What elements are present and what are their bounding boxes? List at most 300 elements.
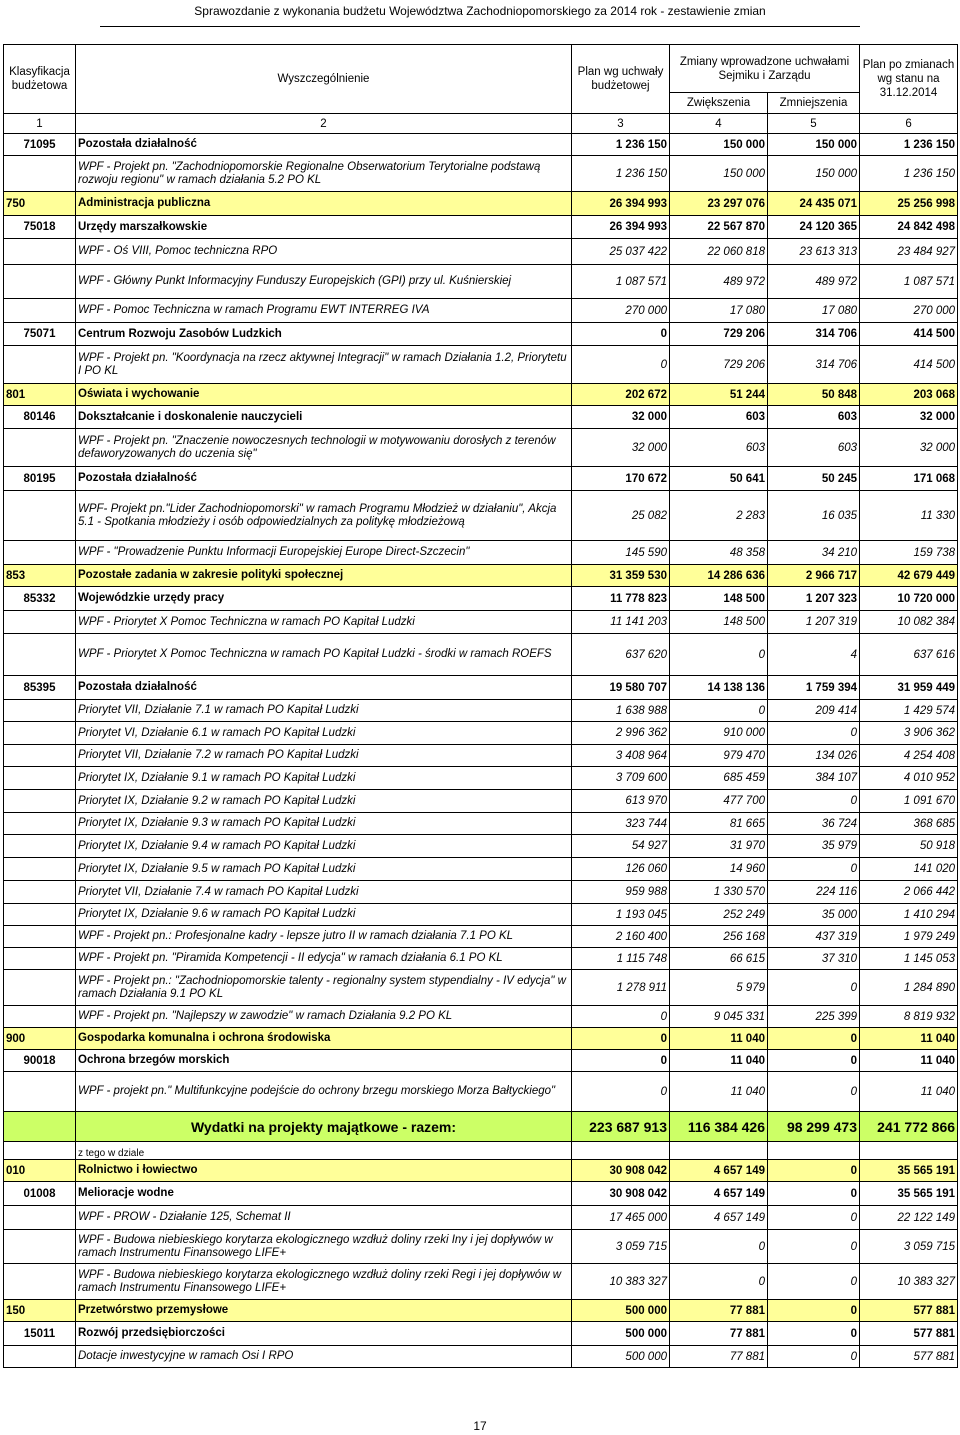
header-rule xyxy=(100,26,860,27)
decrease-value: 24 120 365 xyxy=(768,216,860,239)
item-row xyxy=(4,722,958,745)
chapter-row xyxy=(4,1182,958,1206)
description: WPF - Priorytet X Pomoc Techniczna w ramach PO Kapitał Ludzki - środki w ramach ROEFS xyxy=(76,634,572,676)
increase-value: 51 244 xyxy=(670,384,768,406)
column-number: 4 xyxy=(670,114,768,134)
decrease-value: 0 xyxy=(768,1346,860,1368)
header-plan: Plan wg uchwały budżetowej xyxy=(572,45,670,114)
plan-after-value: 1 410 294 xyxy=(860,904,958,926)
classification-code xyxy=(4,1346,76,1368)
description: Priorytet VII, Działanie 7.1 w ramach PO Kapitał Ludzki xyxy=(76,700,572,722)
increase-value: 603 xyxy=(670,429,768,467)
increase-value: 148 500 xyxy=(670,587,768,611)
increase-value: 23 297 076 xyxy=(670,192,768,216)
decrease-value: 150 000 xyxy=(768,156,860,192)
classification-code xyxy=(4,970,76,1006)
header-changes: Zmiany wprowadzone uchwałami Sejmiku i Zarządu xyxy=(670,45,860,93)
note-empty xyxy=(768,1142,860,1160)
description: Wojewódzkie urzędy pracy xyxy=(76,587,572,611)
increase-value: 5 979 xyxy=(670,970,768,1006)
increase-value: 11 040 xyxy=(670,1028,768,1050)
classification-code: 853 xyxy=(4,565,76,587)
plan-value: 0 xyxy=(572,323,670,346)
item-row xyxy=(4,904,958,926)
chapter-row xyxy=(4,216,958,239)
plan-value: 1 115 748 xyxy=(572,948,670,970)
classification-code xyxy=(4,904,76,926)
plan-value: 30 908 042 xyxy=(572,1160,670,1182)
classification-code xyxy=(4,1230,76,1264)
classification-code: 15011 xyxy=(4,1322,76,1346)
description: Priorytet VI, Działanie 6.1 w ramach PO Kapitał Ludzki xyxy=(76,722,572,745)
decrease-value: 209 414 xyxy=(768,700,860,722)
plan-after-value: 270 000 xyxy=(860,299,958,323)
description: WPF - Projekt pn.: Profesjonalne kadry - lepsze jutro II w ramach działania 7.1 PO KL xyxy=(76,926,572,948)
item-row xyxy=(4,970,958,1006)
plan-value: 3 408 964 xyxy=(572,745,670,767)
plan-value: 26 394 993 xyxy=(572,192,670,216)
increase-value: 11 040 xyxy=(670,1050,768,1072)
division-row xyxy=(4,1028,958,1050)
division-row xyxy=(4,1160,958,1182)
item-row xyxy=(4,299,958,323)
plan-value: 1 236 150 xyxy=(572,156,670,192)
item-row xyxy=(4,611,958,634)
increase-value: 2 283 xyxy=(670,491,768,541)
increase-value: 14 960 xyxy=(670,858,768,881)
plan-value: 500 000 xyxy=(572,1300,670,1322)
plan-value: 0 xyxy=(572,346,670,384)
classification-code xyxy=(4,767,76,790)
item-row xyxy=(4,1006,958,1028)
description: Priorytet IX, Działanie 9.3 w ramach PO Kapitał Ludzki xyxy=(76,813,572,835)
description: WPF - Główny Punkt Informacyjny Funduszy Europejskich (GPI) przy ul. Kuśnierskiej xyxy=(76,265,572,299)
item-row xyxy=(4,156,958,192)
plan-value: 26 394 993 xyxy=(572,216,670,239)
increase-value: 4 657 149 xyxy=(670,1182,768,1206)
increase-value: 31 970 xyxy=(670,835,768,858)
increase-value: 150 000 xyxy=(670,156,768,192)
classification-code xyxy=(4,239,76,265)
column-number: 2 xyxy=(76,114,572,134)
classification-code xyxy=(4,700,76,722)
plan-after-value: 3 906 362 xyxy=(860,722,958,745)
plan-value: 11 141 203 xyxy=(572,611,670,634)
note-empty xyxy=(572,1142,670,1160)
plan-value: 1 087 571 xyxy=(572,265,670,299)
plan-value: 1 638 988 xyxy=(572,700,670,722)
description: WPF - Oś VIII, Pomoc techniczna RPO xyxy=(76,239,572,265)
classification-code xyxy=(4,835,76,858)
decrease-value: 0 xyxy=(768,722,860,745)
increase-value: 477 700 xyxy=(670,790,768,813)
item-row xyxy=(4,813,958,835)
plan-after-value: 368 685 xyxy=(860,813,958,835)
item-row xyxy=(4,634,958,676)
plan-after-value: 159 738 xyxy=(860,541,958,565)
description: WPF - Projekt pn. "Koordynacja na rzecz aktywnej Integracji" w ramach Działania 1.2, Priorytetu I PO KL xyxy=(76,346,572,384)
classification-code xyxy=(4,299,76,323)
classification-code xyxy=(4,346,76,384)
decrease-value: 2 966 717 xyxy=(768,565,860,587)
description: Priorytet IX, Działanie 9.5 w ramach PO Kapitał Ludzki xyxy=(76,858,572,881)
plan-value: 25 082 xyxy=(572,491,670,541)
description: WPF - PROW - Działanie 125, Schemat II xyxy=(76,1206,572,1230)
description: WPF - "Prowadzenie Punktu Informacji Europejskiej Europe Direct-Szczecin" xyxy=(76,541,572,565)
division-row xyxy=(4,565,958,587)
decrease-value: 0 xyxy=(768,1230,860,1264)
decrease-value: 36 724 xyxy=(768,813,860,835)
plan-after-value: 23 484 927 xyxy=(860,239,958,265)
division-row xyxy=(4,1300,958,1322)
investment-total-value: 116 384 426 xyxy=(670,1112,768,1142)
item-row xyxy=(4,541,958,565)
classification-code xyxy=(4,634,76,676)
description: Pozostała działalność xyxy=(76,467,572,491)
item-row xyxy=(4,1072,958,1112)
description: Ochrona brzegów morskich xyxy=(76,1050,572,1072)
plan-after-value: 24 842 498 xyxy=(860,216,958,239)
plan-value: 959 988 xyxy=(572,881,670,904)
plan-value: 270 000 xyxy=(572,299,670,323)
item-row xyxy=(4,700,958,722)
plan-value: 0 xyxy=(572,1050,670,1072)
description: Centrum Rozwoju Zasobów Ludzkich xyxy=(76,323,572,346)
header-decrease: Zmniejszenia xyxy=(768,93,860,114)
chapter-row xyxy=(4,587,958,611)
plan-after-value: 1 087 571 xyxy=(860,265,958,299)
decrease-value: 0 xyxy=(768,790,860,813)
plan-value: 500 000 xyxy=(572,1322,670,1346)
plan-value: 613 970 xyxy=(572,790,670,813)
item-row xyxy=(4,239,958,265)
note-code xyxy=(4,1142,76,1160)
increase-value: 729 206 xyxy=(670,323,768,346)
classification-code: 85332 xyxy=(4,587,76,611)
plan-value: 170 672 xyxy=(572,467,670,491)
increase-value: 66 615 xyxy=(670,948,768,970)
description: WPF - Projekt pn. "Piramida Kompetencji - II edycja" w ramach działania 6.1 PO KL xyxy=(76,948,572,970)
plan-value: 500 000 xyxy=(572,1346,670,1368)
description: WPF - Pomoc Techniczna w ramach Programu EWT INTERREG IVA xyxy=(76,299,572,323)
decrease-value: 0 xyxy=(768,1072,860,1112)
item-row xyxy=(4,1346,958,1368)
column-number: 1 xyxy=(4,114,76,134)
classification-code xyxy=(4,813,76,835)
classification-code xyxy=(4,429,76,467)
classification-code xyxy=(4,948,76,970)
description: Pozostała działalność xyxy=(76,676,572,700)
plan-value: 2 996 362 xyxy=(572,722,670,745)
increase-value: 1 330 570 xyxy=(670,881,768,904)
description: Administracja publiczna xyxy=(76,192,572,216)
increase-value: 256 168 xyxy=(670,926,768,948)
plan-after-value: 10 383 327 xyxy=(860,1264,958,1300)
plan-value: 19 580 707 xyxy=(572,676,670,700)
decrease-value: 0 xyxy=(768,1264,860,1300)
plan-value: 17 465 000 xyxy=(572,1206,670,1230)
description: Gospodarka komunalna i ochrona środowiska xyxy=(76,1028,572,1050)
plan-after-value: 414 500 xyxy=(860,323,958,346)
plan-after-value: 35 565 191 xyxy=(860,1182,958,1206)
description: WPF - projekt pn." Multifunkcyjne podejście do ochrony brzegu morskiego Morza Bałtyckiego" xyxy=(76,1072,572,1112)
classification-code: 01008 xyxy=(4,1182,76,1206)
increase-value: 77 881 xyxy=(670,1300,768,1322)
classification-code: 801 xyxy=(4,384,76,406)
chapter-row xyxy=(4,134,958,156)
decrease-value: 16 035 xyxy=(768,491,860,541)
classification-code: 71095 xyxy=(4,134,76,156)
plan-after-value: 10 082 384 xyxy=(860,611,958,634)
description: Priorytet VII, Działanie 7.2 w ramach PO Kapitał Ludzki xyxy=(76,745,572,767)
description: Priorytet IX, Działanie 9.2 w ramach PO Kapitał Ludzki xyxy=(76,790,572,813)
classification-code xyxy=(4,745,76,767)
decrease-value: 150 000 xyxy=(768,134,860,156)
decrease-value: 134 026 xyxy=(768,745,860,767)
plan-value: 1 236 150 xyxy=(572,134,670,156)
item-row xyxy=(4,1230,958,1264)
page-title: Sprawozdanie z wykonania budżetu Województwa Zachodniopomorskiego za 2014 rok - zestawienie zmian xyxy=(194,4,766,18)
description: Dokształcanie i doskonalenie nauczycieli xyxy=(76,406,572,429)
chapter-row xyxy=(4,1050,958,1072)
item-row xyxy=(4,790,958,813)
decrease-value: 0 xyxy=(768,1160,860,1182)
decrease-value: 314 706 xyxy=(768,323,860,346)
column-numbers-row xyxy=(4,114,958,134)
classification-code: 75071 xyxy=(4,323,76,346)
description: WPF- Projekt pn."Lider Zachodniopomorski" w ramach Programu Młodzież w działaniu", Akcja 5.1 - Spotkania młodzieży i osób odpowiedzialnych za politykę młodzieżową xyxy=(76,491,572,541)
investment-total-value: 241 772 866 xyxy=(860,1112,958,1142)
plan-after-value: 11 040 xyxy=(860,1028,958,1050)
classification-code xyxy=(4,1264,76,1300)
division-row xyxy=(4,384,958,406)
description: WPF - Priorytet X Pomoc Techniczna w ramach PO Kapitał Ludzki xyxy=(76,611,572,634)
plan-after-value: 50 918 xyxy=(860,835,958,858)
investment-total-label: Wydatki na projekty majątkowe - razem: xyxy=(76,1112,572,1142)
increase-value: 252 249 xyxy=(670,904,768,926)
description: Urzędy marszałkowskie xyxy=(76,216,572,239)
classification-code: 750 xyxy=(4,192,76,216)
increase-value: 979 470 xyxy=(670,745,768,767)
increase-value: 50 641 xyxy=(670,467,768,491)
plan-after-value: 10 720 000 xyxy=(860,587,958,611)
header-increase: Zwiększenia xyxy=(670,93,768,114)
decrease-value: 35 979 xyxy=(768,835,860,858)
header-classification: Klasyfikacja budżetowa xyxy=(4,45,76,114)
investment-total-code xyxy=(4,1112,76,1142)
item-row xyxy=(4,926,958,948)
decrease-value: 50 848 xyxy=(768,384,860,406)
increase-value: 77 881 xyxy=(670,1346,768,1368)
description: Pozostałe zadania w zakresie polityki społecznej xyxy=(76,565,572,587)
item-row xyxy=(4,1264,958,1300)
increase-value: 910 000 xyxy=(670,722,768,745)
investment-total-row xyxy=(4,1112,958,1142)
division-row xyxy=(4,192,958,216)
description: Przetwórstwo przemysłowe xyxy=(76,1300,572,1322)
note-empty xyxy=(860,1142,958,1160)
note-text: z tego w dziale xyxy=(76,1142,572,1160)
increase-value: 14 138 136 xyxy=(670,676,768,700)
increase-value: 9 045 331 xyxy=(670,1006,768,1028)
increase-value: 22 567 870 xyxy=(670,216,768,239)
classification-code: 90018 xyxy=(4,1050,76,1072)
increase-value: 77 881 xyxy=(670,1322,768,1346)
header-row xyxy=(4,45,958,93)
plan-after-value: 577 881 xyxy=(860,1322,958,1346)
increase-value: 489 972 xyxy=(670,265,768,299)
decrease-value: 384 107 xyxy=(768,767,860,790)
classification-code: 900 xyxy=(4,1028,76,1050)
plan-after-value: 1 429 574 xyxy=(860,700,958,722)
page-number: 17 xyxy=(473,1419,487,1433)
description: WPF - Projekt pn. "Najlepszy w zawodzie" w ramach Działania 9.2 PO KL xyxy=(76,1006,572,1028)
decrease-value: 437 319 xyxy=(768,926,860,948)
increase-value: 14 286 636 xyxy=(670,565,768,587)
item-row xyxy=(4,858,958,881)
plan-value: 1 193 045 xyxy=(572,904,670,926)
chapter-row xyxy=(4,467,958,491)
increase-value: 17 080 xyxy=(670,299,768,323)
description: Rolnictwo i łowiectwo xyxy=(76,1160,572,1182)
chapter-row xyxy=(4,406,958,429)
plan-after-value: 2 066 442 xyxy=(860,881,958,904)
item-row xyxy=(4,491,958,541)
decrease-value: 23 613 313 xyxy=(768,239,860,265)
chapter-row xyxy=(4,1322,958,1346)
description: Priorytet IX, Działanie 9.4 w ramach PO Kapitał Ludzki xyxy=(76,835,572,858)
decrease-value: 0 xyxy=(768,970,860,1006)
decrease-value: 4 xyxy=(768,634,860,676)
decrease-value: 1 207 319 xyxy=(768,611,860,634)
decrease-value: 603 xyxy=(768,429,860,467)
classification-code xyxy=(4,541,76,565)
classification-code: 75018 xyxy=(4,216,76,239)
item-row xyxy=(4,745,958,767)
plan-after-value: 31 959 449 xyxy=(860,676,958,700)
decrease-value: 0 xyxy=(768,1050,860,1072)
plan-value: 126 060 xyxy=(572,858,670,881)
description: Rozwój przedsiębiorczości xyxy=(76,1322,572,1346)
plan-value: 637 620 xyxy=(572,634,670,676)
plan-after-value: 1 145 053 xyxy=(860,948,958,970)
increase-value: 0 xyxy=(670,1230,768,1264)
plan-after-value: 171 068 xyxy=(860,467,958,491)
increase-value: 48 358 xyxy=(670,541,768,565)
column-number: 3 xyxy=(572,114,670,134)
description: Melioracje wodne xyxy=(76,1182,572,1206)
plan-value: 3 059 715 xyxy=(572,1230,670,1264)
increase-value: 148 500 xyxy=(670,611,768,634)
plan-after-value: 32 000 xyxy=(860,406,958,429)
classification-code: 010 xyxy=(4,1160,76,1182)
plan-after-value: 1 091 670 xyxy=(860,790,958,813)
decrease-value: 224 116 xyxy=(768,881,860,904)
column-number: 6 xyxy=(860,114,958,134)
classification-code xyxy=(4,926,76,948)
plan-value: 3 709 600 xyxy=(572,767,670,790)
plan-after-value: 1 979 249 xyxy=(860,926,958,948)
plan-value: 31 359 530 xyxy=(572,565,670,587)
description: WPF - Projekt pn. "Zachodniopomorskie Regionalne Obserwatorium Terytorialne podstawą rozwoju regionu" w ramach działania 5.2 PO KL xyxy=(76,156,572,192)
description: Priorytet IX, Działanie 9.6 w ramach PO Kapitał Ludzki xyxy=(76,904,572,926)
decrease-value: 0 xyxy=(768,1300,860,1322)
decrease-value: 37 310 xyxy=(768,948,860,970)
note-row xyxy=(4,1142,958,1160)
item-row xyxy=(4,265,958,299)
description: Priorytet IX, Działanie 9.1 w ramach PO Kapitał Ludzki xyxy=(76,767,572,790)
decrease-value: 1 207 323 xyxy=(768,587,860,611)
plan-value: 32 000 xyxy=(572,406,670,429)
header-plan-after: Plan po zmianach wg stanu na 31.12.2014 xyxy=(860,45,958,114)
classification-code xyxy=(4,790,76,813)
item-row xyxy=(4,346,958,384)
description: WPF - Projekt pn. "Znaczenie nowoczesnych technologii w motywowaniu dorosłych z terenów defaworyzowanych do uczenia się" xyxy=(76,429,572,467)
plan-after-value: 11 040 xyxy=(860,1072,958,1112)
classification-code: 85395 xyxy=(4,676,76,700)
plan-value: 32 000 xyxy=(572,429,670,467)
plan-after-value: 1 236 150 xyxy=(860,134,958,156)
plan-after-value: 577 881 xyxy=(860,1346,958,1368)
decrease-value: 0 xyxy=(768,858,860,881)
increase-value: 0 xyxy=(670,634,768,676)
decrease-value: 489 972 xyxy=(768,265,860,299)
plan-after-value: 22 122 149 xyxy=(860,1206,958,1230)
plan-after-value: 1 236 150 xyxy=(860,156,958,192)
increase-value: 22 060 818 xyxy=(670,239,768,265)
plan-after-value: 637 616 xyxy=(860,634,958,676)
classification-code: 80146 xyxy=(4,406,76,429)
item-row xyxy=(4,767,958,790)
classification-code xyxy=(4,265,76,299)
classification-code xyxy=(4,156,76,192)
chapter-row xyxy=(4,676,958,700)
plan-after-value: 32 000 xyxy=(860,429,958,467)
classification-code: 80195 xyxy=(4,467,76,491)
increase-value: 4 657 149 xyxy=(670,1206,768,1230)
increase-value: 0 xyxy=(670,1264,768,1300)
item-row xyxy=(4,835,958,858)
investment-total-value: 223 687 913 xyxy=(572,1112,670,1142)
classification-code xyxy=(4,491,76,541)
classification-code xyxy=(4,1072,76,1112)
classification-code xyxy=(4,858,76,881)
plan-after-value: 141 020 xyxy=(860,858,958,881)
description: Priorytet VII, Działanie 7.4 w ramach PO Kapitał Ludzki xyxy=(76,881,572,904)
decrease-value: 34 210 xyxy=(768,541,860,565)
column-number: 5 xyxy=(768,114,860,134)
decrease-value: 50 245 xyxy=(768,467,860,491)
plan-after-value: 8 819 932 xyxy=(860,1006,958,1028)
description: WPF - Projekt pn.: "Zachodniopomorskie talenty - regionalny system stypendialny - IV edycja" w ramach Działania 9.1 PO KL xyxy=(76,970,572,1006)
item-row xyxy=(4,1206,958,1230)
plan-after-value: 35 565 191 xyxy=(860,1160,958,1182)
plan-value: 1 278 911 xyxy=(572,970,670,1006)
plan-after-value: 4 254 408 xyxy=(860,745,958,767)
investment-total-value: 98 299 473 xyxy=(768,1112,860,1142)
decrease-value: 0 xyxy=(768,1206,860,1230)
plan-value: 25 037 422 xyxy=(572,239,670,265)
decrease-value: 1 759 394 xyxy=(768,676,860,700)
plan-value: 2 160 400 xyxy=(572,926,670,948)
classification-code xyxy=(4,722,76,745)
plan-after-value: 42 679 449 xyxy=(860,565,958,587)
item-row xyxy=(4,948,958,970)
increase-value: 603 xyxy=(670,406,768,429)
plan-after-value: 203 068 xyxy=(860,384,958,406)
plan-after-value: 25 256 998 xyxy=(860,192,958,216)
description: Oświata i wychowanie xyxy=(76,384,572,406)
